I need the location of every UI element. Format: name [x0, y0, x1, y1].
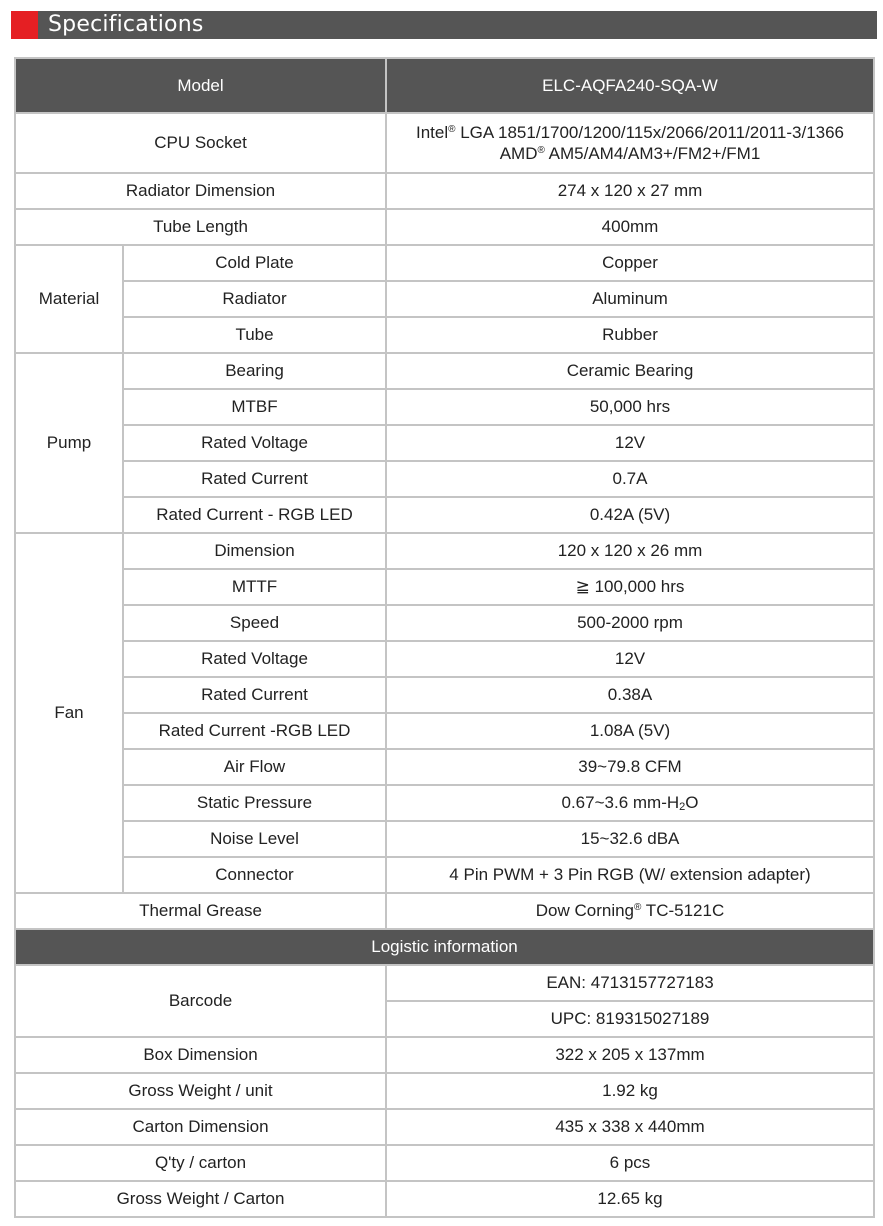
model-row: [15, 58, 874, 113]
barcode-label: Barcode: [15, 965, 386, 1037]
pump-row: [15, 425, 874, 461]
spec-value: 0.67~3.6 $mm-H_2O$: [386, 785, 874, 821]
spec-value: 12V: [386, 425, 874, 461]
fan-row: [15, 821, 874, 857]
cpu-socket-amd: AMD® AM5/AM4/AM3+/FM2+/FM1: [499, 144, 761, 163]
cpu-socket-value: [386, 113, 874, 173]
spec-value: 500-2000 rpm: [386, 605, 874, 641]
model-label: Model: [15, 58, 386, 113]
spec-value: 322 x 205 x 137mm: [386, 1037, 874, 1073]
material-group-label: Material: [15, 245, 123, 353]
spec-value: 435 x 338 x 440mm: [386, 1109, 874, 1145]
fan-row: [15, 569, 874, 605]
header-accent-block: [11, 11, 38, 39]
spec-label: Radiator Dimension: [15, 173, 386, 209]
spec-label: Noise Level: [123, 821, 386, 857]
spec-value: Copper: [386, 245, 874, 281]
spec-label: Static Pressure: [123, 785, 386, 821]
spec-label: Thermal Grease: [15, 893, 386, 929]
pump-row: [15, 461, 874, 497]
radiator-dimension-row: [15, 173, 874, 209]
logistic-row: [15, 1109, 874, 1145]
spec-label: MTBF: [123, 389, 386, 425]
pump-row: [15, 353, 874, 389]
spec-label: Air Flow: [123, 749, 386, 785]
logistic-header-row: [15, 929, 874, 965]
fan-row: [15, 677, 874, 713]
spec-label: Connector: [123, 857, 386, 893]
spec-label: Rated Current - RGB LED: [123, 497, 386, 533]
spec-value: 400mm: [386, 209, 874, 245]
spec-label: Tube: [123, 317, 386, 353]
spec-label: Box Dimension: [15, 1037, 386, 1073]
thermal-grease-row: [15, 893, 874, 929]
spec-value: Rubber: [386, 317, 874, 353]
fan-group-label: Fan: [15, 533, 123, 893]
spec-value: 50,000 hrs: [386, 389, 874, 425]
spec-label: Rated Current: [123, 461, 386, 497]
specifications-table: [14, 57, 875, 1218]
cpu-socket-row: [15, 113, 874, 173]
model-value: ELC-AQFA240-SQA-W: [386, 58, 874, 113]
barcode-row: [15, 965, 874, 1001]
cpu-socket-intel: Intel® LGA 1851/1700/1200/115x/2066/2011/2011-3/1366: [415, 123, 845, 142]
logistic-row: [15, 1073, 874, 1109]
fan-row: [15, 605, 874, 641]
spec-value: 0.7A: [386, 461, 874, 497]
spec-label: Dimension: [123, 533, 386, 569]
section-header: [11, 11, 877, 39]
spec-label: Gross Weight / unit: [15, 1073, 386, 1109]
cpu-socket-label: CPU Socket: [15, 113, 386, 173]
spec-label: Rated Voltage: [123, 641, 386, 677]
spec-label: Rated Voltage: [123, 425, 386, 461]
spec-value: 6 pcs: [386, 1145, 874, 1181]
barcode-ean: EAN: 4713157727183: [386, 965, 874, 1001]
spec-label: Radiator: [123, 281, 386, 317]
fan-row: [15, 857, 874, 893]
spec-value: 120 x 120 x 26 mm: [386, 533, 874, 569]
fan-row: [15, 749, 874, 785]
logistic-row: [15, 1037, 874, 1073]
spec-value: 1.92 kg: [386, 1073, 874, 1109]
spec-value: 1.08A (5V): [386, 713, 874, 749]
spec-value: 0.42A (5V): [386, 497, 874, 533]
pump-row: [15, 497, 874, 533]
logistic-row: [15, 1145, 874, 1181]
barcode-upc: UPC: 819315027189: [386, 1001, 874, 1037]
spec-label: Gross Weight / Carton: [15, 1181, 386, 1217]
spec-value: 4 Pin PWM + 3 Pin RGB (W/ extension adapter): [386, 857, 874, 893]
fan-row: [15, 713, 874, 749]
fan-row: [15, 641, 874, 677]
spec-value: 274 x 120 x 27 mm: [386, 173, 874, 209]
spec-value: Ceramic Bearing: [386, 353, 874, 389]
spec-label: Rated Current -RGB LED: [123, 713, 386, 749]
spec-label: Q'ty / carton: [15, 1145, 386, 1181]
pump-row: [15, 389, 874, 425]
spec-label: Tube Length: [15, 209, 386, 245]
section-title: Specifications: [48, 12, 204, 37]
pump-group-label: Pump: [15, 353, 123, 533]
tube-length-row: [15, 209, 874, 245]
spec-label: MTTF: [123, 569, 386, 605]
spec-value: 39~79.8 CFM: [386, 749, 874, 785]
spec-value: ≧ 100,000 hrs: [386, 569, 874, 605]
material-row: [15, 317, 874, 353]
spec-value: 15~32.6 dBA: [386, 821, 874, 857]
spec-label: Speed: [123, 605, 386, 641]
spec-value: 12.65 kg: [386, 1181, 874, 1217]
logistic-title: Logistic information: [15, 929, 874, 965]
fan-row: [15, 533, 874, 569]
spec-label: Cold Plate: [123, 245, 386, 281]
logistic-row: [15, 1181, 874, 1217]
spec-value: Dow Corning® TC-5121C: [386, 893, 874, 929]
spec-label: Bearing: [123, 353, 386, 389]
material-row: [15, 281, 874, 317]
spec-label: Carton Dimension: [15, 1109, 386, 1145]
spec-value: 12V: [386, 641, 874, 677]
spec-label: Rated Current: [123, 677, 386, 713]
spec-value: Aluminum: [386, 281, 874, 317]
material-row: [15, 245, 874, 281]
fan-row: [15, 785, 874, 821]
spec-value: 0.38A: [386, 677, 874, 713]
